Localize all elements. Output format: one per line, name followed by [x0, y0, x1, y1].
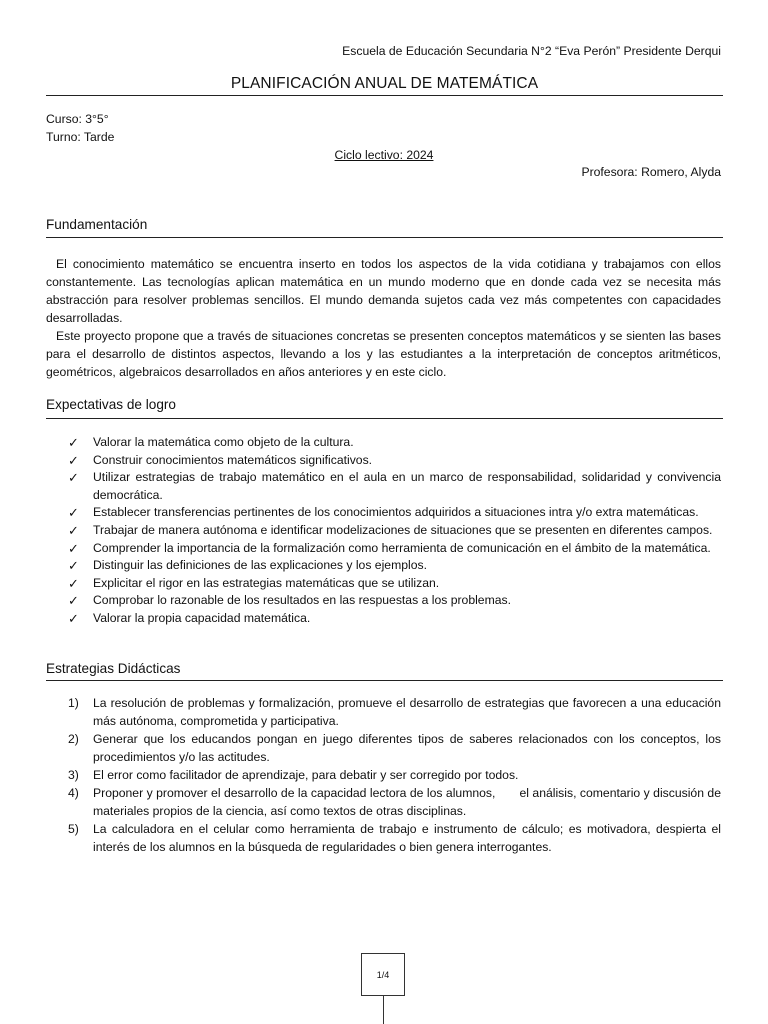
check-mark-icon: ✓: [68, 540, 79, 556]
check-mark-icon: ✓: [68, 522, 79, 538]
list-item: [46, 522, 721, 540]
list-item: [46, 557, 721, 575]
list-item-text: Utilizar estrategias de trabajo matemático en el aula en un marco de responsabilidad, solidaridad y convivencia democrática.: [93, 470, 721, 502]
paragraph: El conocimiento matemático se encuentra inserto en todos los aspectos de la vida cotidiana y trabajamos con ellos constantemente. Las tecnologías aplican matemática en un mundo moderno que en donde cada vez se necesita más abstracción para resolver problemas sencillos. El mundo demanda sujetos cada vez más competentes con capacidades desarrolladas.: [46, 257, 721, 325]
check-mark-icon: ✓: [68, 470, 79, 486]
list-item-text: Generar que los educandos pongan en juego diferentes tipos de saberes relacionados con los conceptos, los procedimientos y/o las actitudes.: [93, 732, 721, 764]
paragraph: Este proyecto propone que a través de situaciones concretas se presenten conceptos matemáticos y se sienten las bases para el desarrollo de distintos aspectos, llevando a los y las estudiantes a la interpretación de conceptos aritméticos, geométricos, algebraicos desarrollados en años anteriores y en este ciclo.: [46, 329, 721, 379]
check-mark-icon: ✓: [68, 435, 79, 450]
check-mark-icon: ✓: [68, 575, 79, 591]
list-item: [46, 540, 721, 558]
expectativas-list: [46, 434, 721, 628]
list-item-number: 5): [68, 822, 79, 836]
check-mark-icon: ✓: [68, 610, 79, 626]
school-cycle: [0, 148, 768, 162]
list-item-text: Valorar la matemática como objeto de la cultura.: [93, 435, 354, 449]
shift-label: Turno: Tarde: [46, 130, 115, 144]
section-rule: [46, 418, 723, 419]
list-item-text: Trabajar de manera autónoma e identificar modelizaciones de situaciones que se presenten en diferentes campos.: [93, 522, 713, 537]
section-heading-expectativas: Expectativas de logro: [46, 397, 176, 412]
list-item: [46, 469, 721, 504]
list-item-text: Valorar la propia capacidad matemática.: [93, 610, 311, 625]
fundamentacion-text: [46, 255, 721, 381]
check-mark-icon: ✓: [68, 505, 79, 521]
list-item-text: El error como facilitador de aprendizaje, para debatir y ser corregido por todos.: [93, 768, 519, 782]
list-item: [46, 766, 721, 784]
check-mark-icon: ✓: [68, 558, 79, 574]
list-item-text: Explicitar el rigor en las estrategias matemáticas que se utilizan.: [93, 575, 440, 590]
course-label: Curso: 3°5°: [46, 112, 109, 126]
list-item: [46, 610, 721, 628]
list-item: [46, 575, 721, 593]
list-item-number: 1): [68, 696, 79, 710]
list-item: [46, 784, 725, 820]
list-item-text: Comprender la importancia de la formalización como herramienta de comunicación en el ámbito de la matemática.: [93, 540, 711, 555]
teacher-name: Profesora: Romero, Alyda: [581, 165, 721, 179]
list-item-number: 2): [68, 732, 79, 746]
page-number-connector: [383, 996, 384, 1024]
section-rule: [46, 237, 723, 238]
list-item: [46, 504, 721, 522]
list-item-number: 3): [68, 768, 79, 782]
page-number-box: [361, 953, 405, 996]
school-name: Escuela de Educación Secundaria N°2 “Eva Perón” Presidente Derqui: [342, 44, 721, 58]
check-mark-icon: ✓: [68, 452, 79, 468]
section-rule: [46, 680, 723, 681]
list-item-text: La calculadora en el celular como herramienta de trabajo e instrumento de cálculo; es motivadora, despierta el interés de los alumnos en la búsqueda de regularidades o bien genera interrogantes.: [93, 822, 721, 854]
list-item-text: Proponer y promover el desarrollo de la capacidad lectora de los alumnos, el análisis, comentario y discusión de materiales propios de la ciencia, así como textos de otras disciplinas.: [93, 786, 725, 818]
list-item-text: Construir conocimientos matemáticos significativos.: [93, 452, 373, 467]
list-item-text: Establecer transferencias pertinentes de los conocimientos adquiridos a situaciones intra y/o extra matemáticas.: [93, 505, 699, 520]
list-item-text: Distinguir las definiciones de las explicaciones y los ejemplos.: [93, 558, 427, 573]
section-heading-fundamentacion: Fundamentación: [46, 217, 148, 232]
school-cycle-text: Ciclo lectivo: 2024: [334, 148, 434, 162]
check-mark-icon: ✓: [68, 593, 79, 609]
document-title: PLANIFICACIÓN ANUAL DE MATEMÁTICA: [230, 75, 539, 92]
list-item: [46, 434, 721, 452]
list-item-text: Comprobar lo razonable de los resultados en las respuestas a los problemas.: [93, 593, 511, 608]
estrategias-list: [46, 694, 725, 856]
list-item: [46, 820, 721, 856]
section-heading-estrategias: Estrategias Didácticas: [46, 661, 181, 676]
list-item: [46, 452, 721, 470]
list-item: [46, 730, 721, 766]
title-rule: [46, 95, 723, 96]
list-item-text: La resolución de problemas y formalización, promueve el desarrollo de estrategias que favorecen a una educación más autónoma, comprometida y participativa.: [93, 696, 721, 728]
page-number: 1/4: [376, 969, 390, 980]
list-item: [46, 694, 721, 730]
list-item-number: 4): [68, 786, 79, 800]
list-item: [46, 592, 721, 610]
